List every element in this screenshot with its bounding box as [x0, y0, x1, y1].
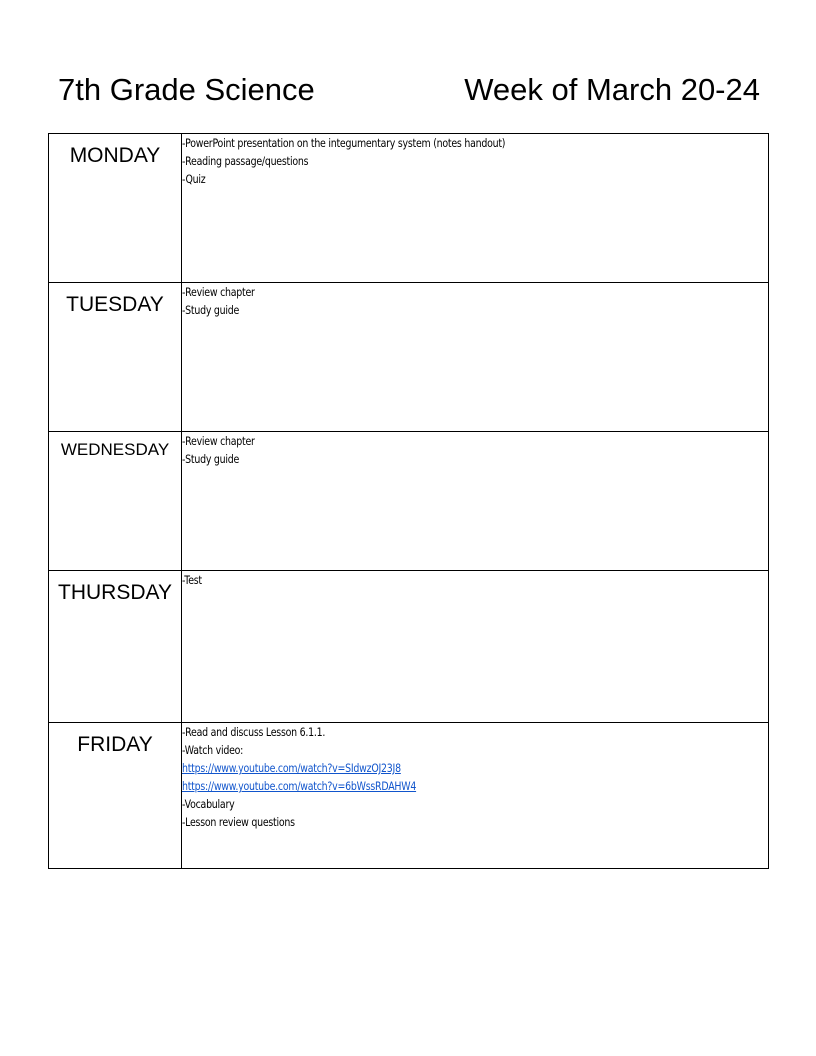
day-cell-monday: [49, 134, 182, 283]
task-item: -Vocabulary: [182, 797, 235, 811]
tasks-cell-wednesday: [182, 432, 769, 571]
video-link[interactable]: https://www.youtube.com/watch?v=6bWssRDAHW4: [182, 779, 417, 793]
task-list-wednesday: [182, 432, 768, 468]
tasks-cell-monday: [182, 134, 769, 283]
task-item: -Review chapter: [182, 285, 255, 299]
tasks-cell-tuesday: [182, 283, 769, 432]
tasks-cell-thursday: [182, 571, 769, 723]
day-cell-thursday: [49, 571, 182, 723]
task-item: -Test: [182, 573, 202, 587]
day-label-tuesday: TUESDAY: [66, 293, 164, 316]
day-row-wednesday: [49, 432, 769, 571]
day-row-friday: [49, 723, 769, 869]
task-item: -Review chapter: [182, 434, 255, 448]
task-item: -Reading passage/questions: [182, 154, 309, 168]
day-label-thursday: THURSDAY: [58, 581, 172, 604]
day-cell-wednesday: [49, 432, 182, 571]
task-item: -Study guide: [182, 303, 240, 317]
day-row-tuesday: [49, 283, 769, 432]
day-row-thursday: [49, 571, 769, 723]
page-header: [58, 70, 760, 110]
page-title: 7th Grade Science: [58, 72, 315, 107]
task-item: -Quiz: [182, 172, 206, 186]
task-list-tuesday: [182, 283, 768, 319]
day-label-friday: FRIDAY: [77, 733, 153, 756]
weekly-plan-table: [48, 133, 769, 869]
task-list-thursday: [182, 571, 768, 589]
task-item: -PowerPoint presentation on the integumentary system (notes handout): [182, 136, 506, 150]
task-list-monday: [182, 134, 768, 188]
task-item: -Lesson review questions: [182, 815, 295, 829]
day-cell-friday: [49, 723, 182, 869]
task-item: -Watch video:: [182, 743, 244, 757]
task-item: -Read and discuss Lesson 6.1.1.: [182, 725, 326, 739]
video-link[interactable]: https://www.youtube.com/watch?v=SIdwzOJ23J8: [182, 761, 401, 775]
day-label-wednesday: WEDNESDAY: [60, 440, 170, 459]
week-label: Week of March 20-24: [464, 72, 760, 107]
task-item: -Study guide: [182, 452, 240, 466]
day-row-monday: [49, 134, 769, 283]
day-cell-tuesday: [49, 283, 182, 432]
task-list-friday: [182, 723, 768, 831]
tasks-cell-friday: [182, 723, 769, 869]
day-label-monday: MONDAY: [69, 144, 161, 167]
